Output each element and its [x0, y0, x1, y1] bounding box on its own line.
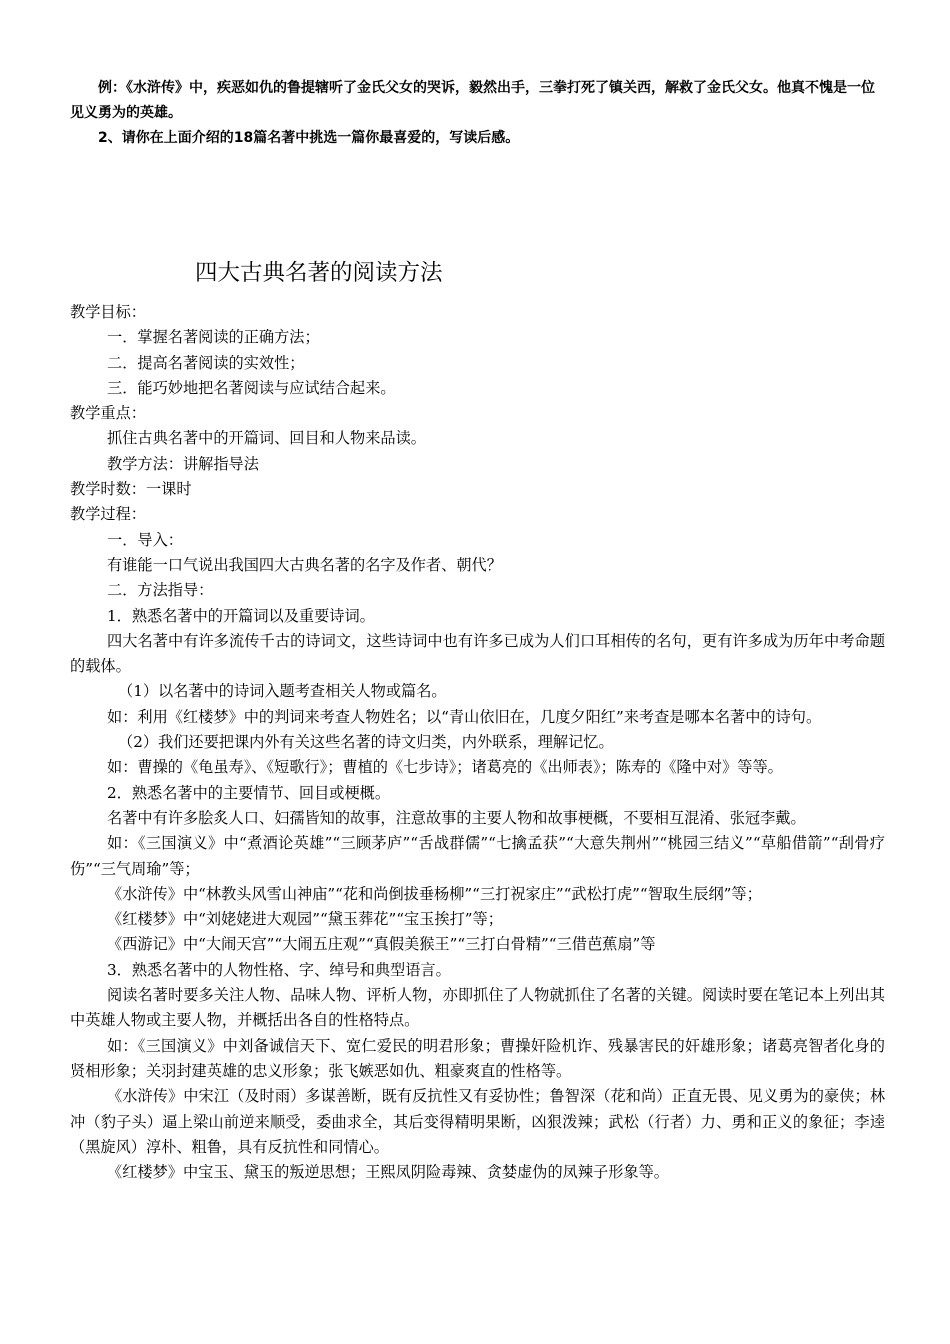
method-2-heading: 2．熟悉名著中的主要情节、回目或梗概。 [107, 783, 391, 802]
objective-3: 三．能巧妙地把名著阅读与应试结合起来。 [107, 378, 396, 397]
method-1-sub-1: （1）以名著中的诗词入题考查相关人物或篇名。 [118, 682, 447, 701]
section-heading-process: 教学过程： [70, 505, 146, 524]
lesson-body [70, 300, 885, 1185]
method-1-sub-2: （2）我们还要把课内外有关这些名著的诗文归类，内外联系，理解记忆。 [118, 733, 614, 752]
intro-question: 有谁能一口气说出我国四大古典名著的名字及作者、朝代？ [107, 555, 502, 574]
teaching-method: 教学方法：讲解指导法 [107, 454, 259, 473]
method-1-heading: 1．熟悉名著中的开篇词以及重要诗词。 [107, 606, 375, 625]
method-1-example-2: 如：曹操的《龟虽寿》、《短歌行》；曹植的《七步诗》；诸葛亮的《出师表》；陈寿的《隆中对》等等。 [107, 758, 783, 777]
method-3-paragraph: 阅读名著时要多关注人物、品味人物、评析人物，亦即抓住了人物就抓住了名著的关键。阅读时要在笔记本上列出其中英雄人物或主要人物，并概括出各自的性格特点。 [70, 986, 885, 1030]
objective-2: 二．提高名著阅读的实效性； [107, 353, 305, 372]
teaching-hours: 教学时数：一课时 [70, 480, 192, 499]
section-heading-key-points: 教学重点： [70, 404, 146, 423]
method-1-paragraph: 四大名著中有许多流传千古的诗词文，这些诗词中也有许多已成为人们口耳相传的名句，更有许多成为历年中考命题的载体。 [70, 631, 885, 676]
method-3-example-sanguo: 如：《三国演义》中刘备诚信天下、宽仁爱民的明君形象；曹操奸险机诈、残暴害民的奸雄形象；诸葛亮智者化身的贤相形象；关羽封建英雄的忠义形象；张飞嫉恶如仇、粗豪爽直的性格等。 [70, 1036, 885, 1080]
step-2-heading: 二．方法指导： [107, 581, 214, 600]
example-paragraph: 例：《水浒传》中，疾恶如仇的鲁提辖听了金氏父女的哭诉，毅然出手，三拳打死了镇关西，解救了金氏父女。他真不愧是一位见义勇为的英雄。 [70, 80, 875, 121]
method-2-example-sanguo: 如：《三国演义》中“煮酒论英雄”“三顾茅庐”“舌战群儒”“七擒孟获”“大意失荆州”“桃园三结义”“草船借箭”“刮骨疗伤”“三气周瑜”等； [70, 834, 885, 878]
method-2-example-xiyou: 《西游记》中“大闹天宫”“大闹五庄观”“真假美猴王”“三打白骨精”“三借芭蕉扇”等 [107, 935, 656, 954]
key-point-text: 抓住古典名著中的开篇词、回目和人物来品读。 [107, 429, 426, 448]
section-heading-objectives: 教学目标： [70, 303, 146, 321]
method-3-heading: 3．熟悉名著中的人物性格、字、绰号和典型语言。 [107, 960, 451, 979]
document-title: 四大古典名著的阅读方法 [195, 260, 443, 286]
method-2-example-honglou: 《红楼梦》中“刘姥姥进大观园”“黛玉葬花”“宝玉挨打”等； [107, 910, 503, 929]
method-1-example-1: 如：利用《红楼梦》中的判词来考查人物姓名；以“青山依旧在，几度夕阳红”来考查是哪本名著中的诗句。 [107, 707, 822, 726]
intro-block [70, 76, 885, 151]
step-1-heading: 一．导入： [107, 530, 183, 549]
method-2-example-shuihu: 《水浒传》中“林教头风雪山神庙”“花和尚倒拔垂杨柳”“三打祝家庄”“武松打虎”“智取生辰纲”等； [107, 884, 762, 903]
method-2-paragraph: 名著中有许多脍炙人口、妇孺皆知的故事，注意故事的主要人物和故事梗概，不要相互混淆、张冠李戴。 [107, 808, 806, 827]
method-3-example-honglou: 《红楼梦》中宝玉、黛玉的叛逆思想；王熙凤阴险毒辣、贪婪虚伪的凤辣子形象等。 [107, 1163, 669, 1182]
objective-1: 一．掌握名著阅读的正确方法； [107, 328, 320, 347]
task-2-paragraph: 2、请你在上面介绍的18篇名著中挑选一篇你最喜爱的，写读后感。 [98, 130, 520, 146]
method-3-example-shuihu: 《水浒传》中宋江（及时雨）多谋善断，既有反抗性又有妥协性；鲁智深（花和尚）正直无畏、见义勇为的豪侠；林冲（豹子头）逼上梁山前逆来顺受，委曲求全，其后变得精明果断，凶狠泼辣；武松（行者）力、勇和正义的象征；李逵（黑旋风）淳朴、粗鲁，具有反抗性和同情心。 [70, 1087, 885, 1156]
